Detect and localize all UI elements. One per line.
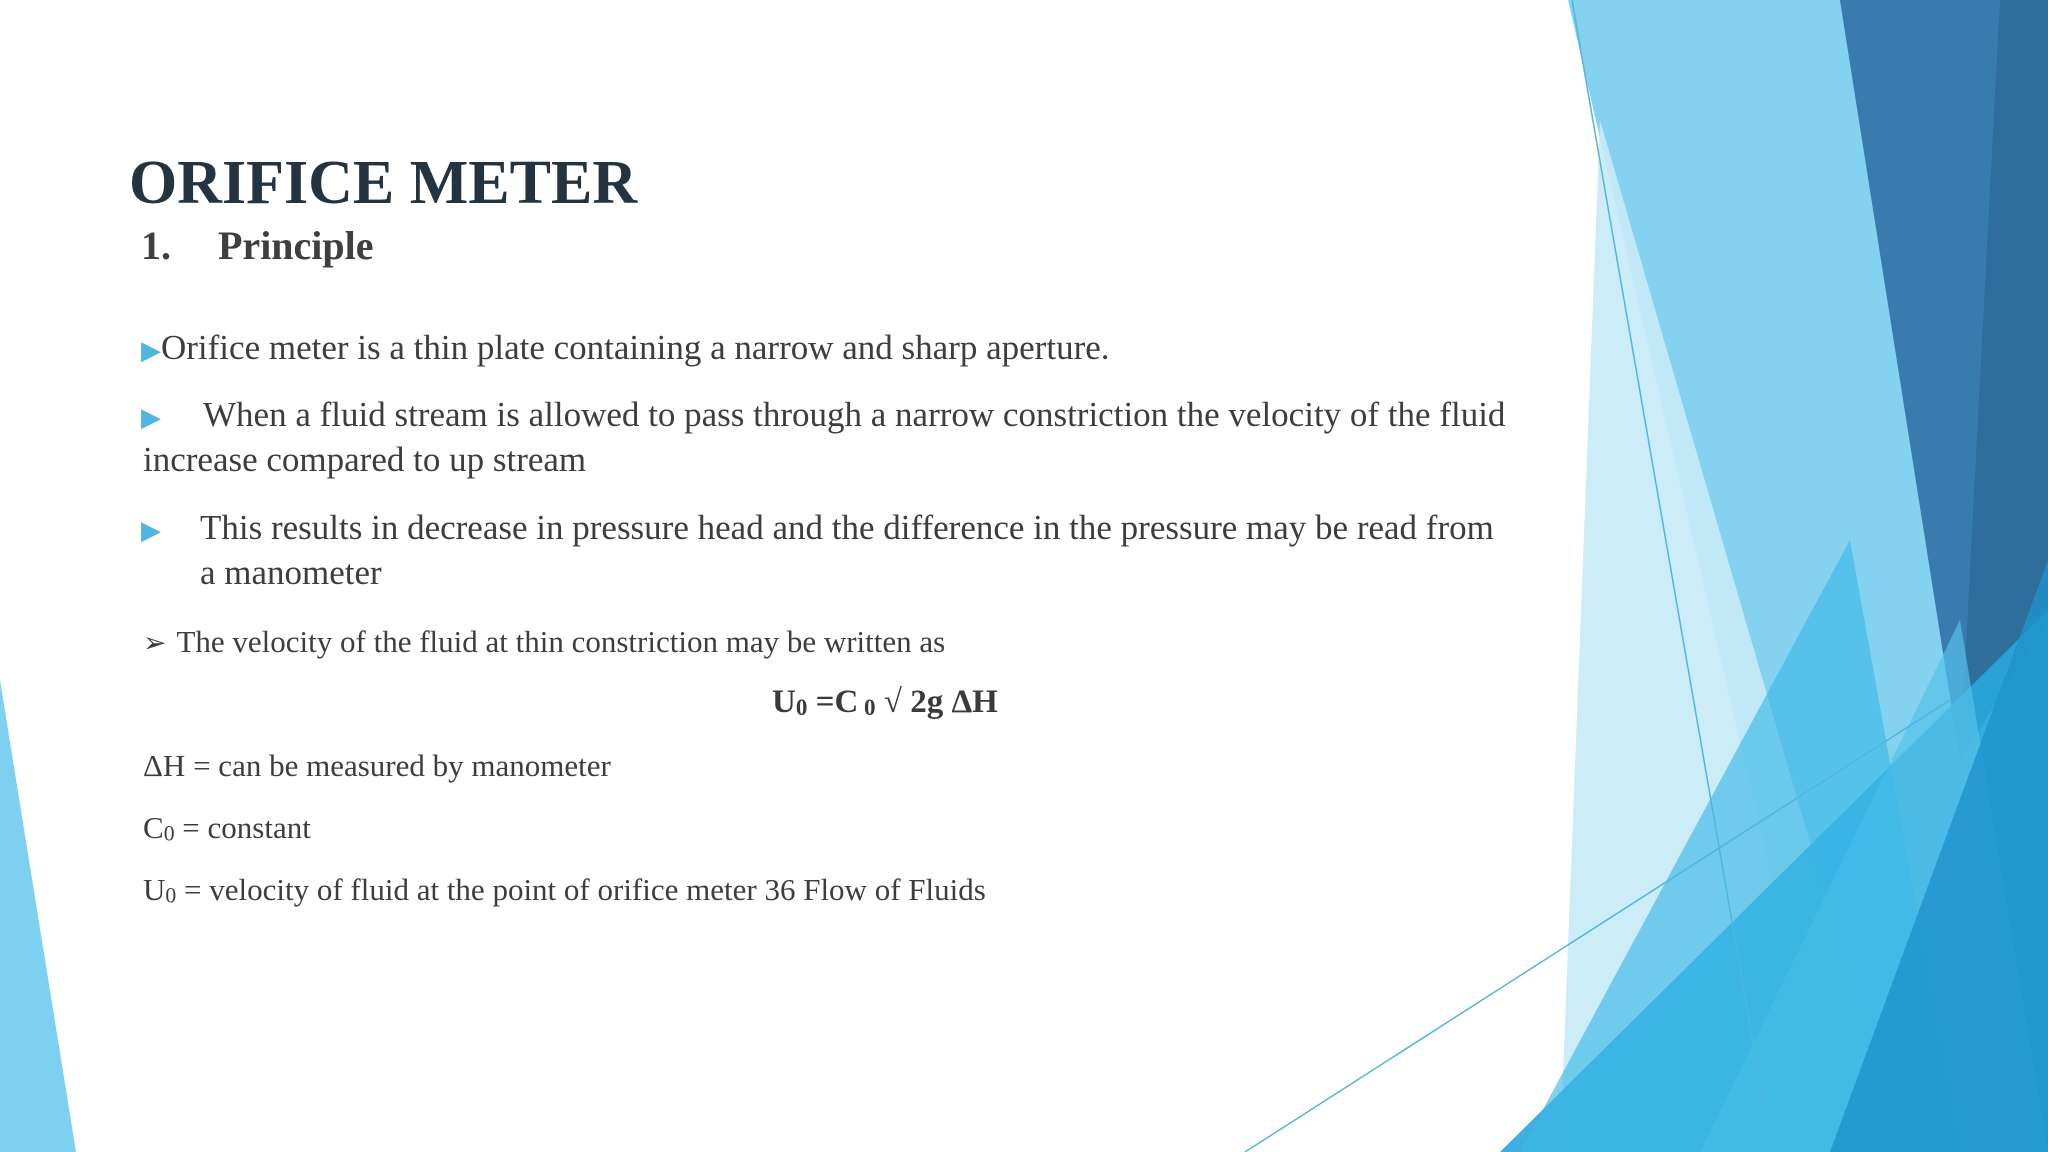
arrowhead-right-icon: ➢ [143,626,167,659]
formula-rest: √ 2g ΔH [875,684,998,720]
definition-u0-text: = velocity of fluid at the point of orifice meter 36 Flow of Fluids [176,872,986,907]
definition-c0-text: = constant [174,810,311,845]
arrow-bullet-text: The velocity of the fluid at thin constriction may be written as [176,624,946,659]
formula-equals-c: =C [807,684,859,720]
section-heading [141,222,374,269]
formula-c-subscript: 0 [858,693,876,720]
triangle-right-icon: ▶ [141,516,161,545]
definition-u0 [143,872,986,909]
bullet-item-3 [141,508,1494,548]
section-number: 1. [141,223,171,268]
formula-u: U [772,684,796,720]
bullet-text-1: Orifice meter is a thin plate containing a narrow and sharp aperture. [161,328,1110,367]
triangle-right-icon: ▶ [141,403,161,432]
bullet-item-2 [141,395,1505,435]
arrow-bullet-item [143,624,945,660]
section-title: Principle [218,223,374,268]
definition-c0-symbol: C [143,810,164,845]
definition-u0-subscript: 0 [165,883,177,908]
velocity-formula [772,684,998,721]
bullet-text-3-line-2: a manometer [200,553,382,592]
bullet-text-2-line-2: increase compared to up stream [143,440,587,479]
definition-c0 [143,810,311,847]
definition-c0-subscript: 0 [163,821,175,846]
formula-u-subscript: 0 [795,693,808,720]
triangle-right-icon: ▶ [141,336,161,365]
slide-title: ORIFICE METER [129,149,638,217]
definition-delta-h: ΔH = can be measured by manometer [143,748,611,783]
bullet-item-1 [141,328,1110,368]
bullet-text-2-line-1: When a fluid stream is allowed to pass through a narrow constriction the velocity of the fluid [203,395,1506,434]
deco-left-sliver [0,680,76,1152]
bullet-text-3-line-1: This results in decrease in pressure head and the difference in the pressure may be read from [200,508,1494,547]
definition-u0-symbol: U [143,872,166,907]
